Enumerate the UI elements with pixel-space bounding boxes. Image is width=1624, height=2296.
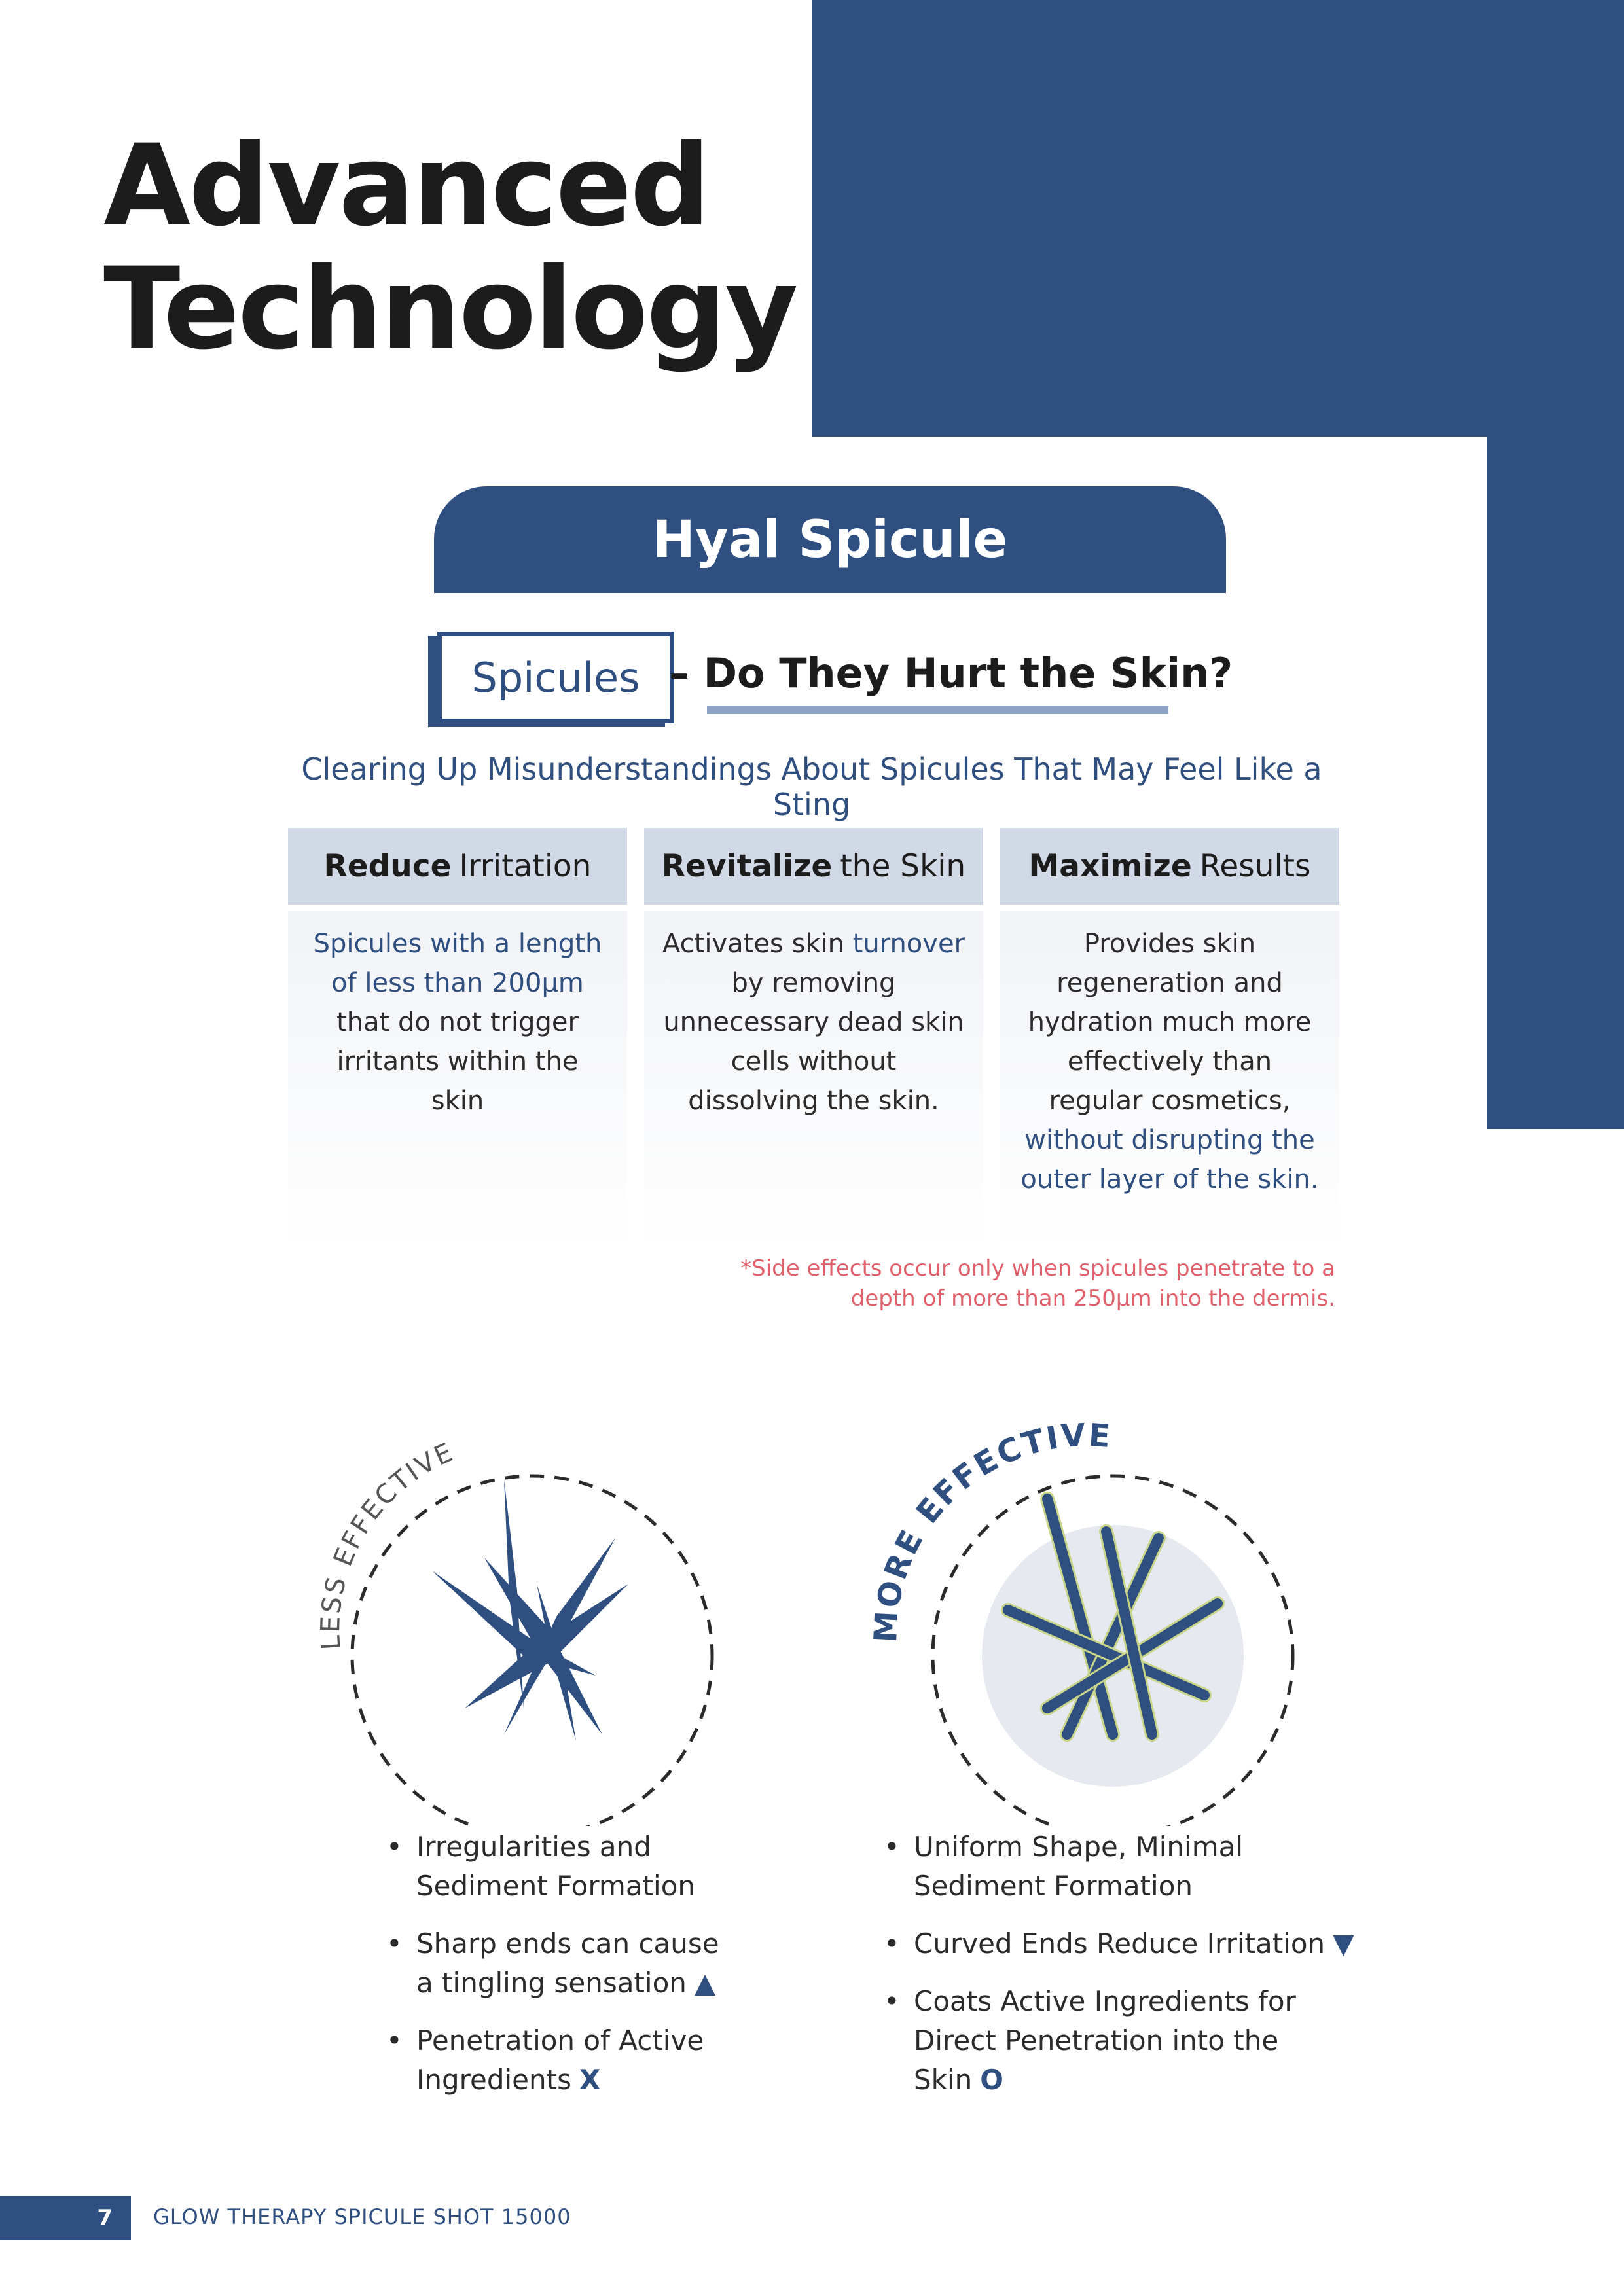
column-body-text: that do not trigger irritants within the skin: [336, 1007, 579, 1116]
more-effective-list: [884, 1827, 1355, 2118]
column-header: [1000, 828, 1339, 905]
banner-title: Hyal Spicule: [652, 510, 1008, 569]
cross-icon: X: [579, 2064, 601, 2096]
column-body-highlight: Spicules with a length of less than 200μm: [313, 929, 602, 998]
less-effective-diagram: [288, 1368, 785, 1826]
page-title-line-2: Technology: [103, 243, 797, 374]
column-header: [288, 828, 627, 905]
page-title: [103, 120, 797, 374]
jagged-spicules-icon: [288, 1368, 785, 1826]
section-subheading: Clearing Up Misunderstandings About Spicules That May Feel Like a Sting: [301, 751, 1322, 822]
column-header-bold: Reduce: [323, 848, 452, 884]
less-effective-list: [386, 1827, 727, 2118]
triangle-up-icon: ▲: [694, 1967, 716, 1999]
page-title-line-1: Advanced: [103, 120, 709, 251]
footer-title: GLOW THERAPY SPICULE SHOT 15000: [153, 2204, 571, 2229]
list-item: • Sharp ends can cause a tingling sensation ▲: [386, 1924, 727, 2003]
list-item: • Coats Active Ingredients for Direct Penetration into the Skin O: [884, 1982, 1355, 2100]
section-question: – Do They Hurt the Skin?: [669, 649, 1233, 697]
list-item: • Uniform Shape, Minimal Sediment Formation: [884, 1827, 1355, 1906]
column-body-highlight: without disrupting the outer layer of the skin.: [1020, 1125, 1319, 1194]
column-body-highlight: turnover: [852, 929, 965, 959]
column-header-rest: the Skin: [840, 848, 966, 884]
boxed-word: Spicules: [471, 653, 640, 702]
uniform-spicules-icon: [851, 1368, 1348, 1826]
column-reduce-irritation: [288, 828, 627, 1251]
list-item: • Penetration of Active Ingredients X: [386, 2021, 727, 2100]
column-body-text: by removing unnecessary dead skin cells without dissolving the skin.: [663, 968, 964, 1116]
side-effects-note: *Side effects occur only when spicules penetrate to a depth of more than 250μm into the dermis.: [740, 1255, 1335, 1312]
page-number: 7: [97, 2205, 113, 2231]
arc-label-less: LESS EFFECTIVE: [316, 1437, 459, 1651]
column-header-rest: Results: [1199, 848, 1311, 884]
spicule-shards: [432, 1479, 628, 1741]
column-header-rest: Irritation: [459, 848, 592, 884]
list-item: • Curved Ends Reduce Irritation ▼: [884, 1924, 1355, 1964]
arc-label-more: MORE EFFECTIVE: [867, 1416, 1113, 1643]
more-effective-diagram: [851, 1368, 1348, 1826]
list-item: • Irregularities and Sediment Formation: [386, 1827, 727, 1906]
column-maximize-results: [1000, 828, 1339, 1251]
hyal-spicule-banner: [434, 486, 1226, 593]
column-header: [644, 828, 983, 905]
triangle-down-icon: ▼: [1333, 1928, 1354, 1960]
column-body: [644, 911, 983, 1251]
question-underline: [707, 706, 1168, 714]
column-revitalize-skin: [644, 828, 983, 1251]
column-header-bold: Maximize: [1028, 848, 1192, 884]
column-header-bold: Revitalize: [661, 848, 833, 884]
page-number-box: [0, 2196, 131, 2240]
column-body-pre: Provides skin regeneration and hydration much more effectively than regular cosmetics,: [1028, 929, 1312, 1116]
circle-icon: O: [980, 2064, 1003, 2096]
spicules-boxed-label: [437, 632, 674, 723]
column-body: [1000, 911, 1339, 1251]
column-body-pre: Activates skin: [662, 929, 853, 959]
column-body: [288, 911, 627, 1251]
